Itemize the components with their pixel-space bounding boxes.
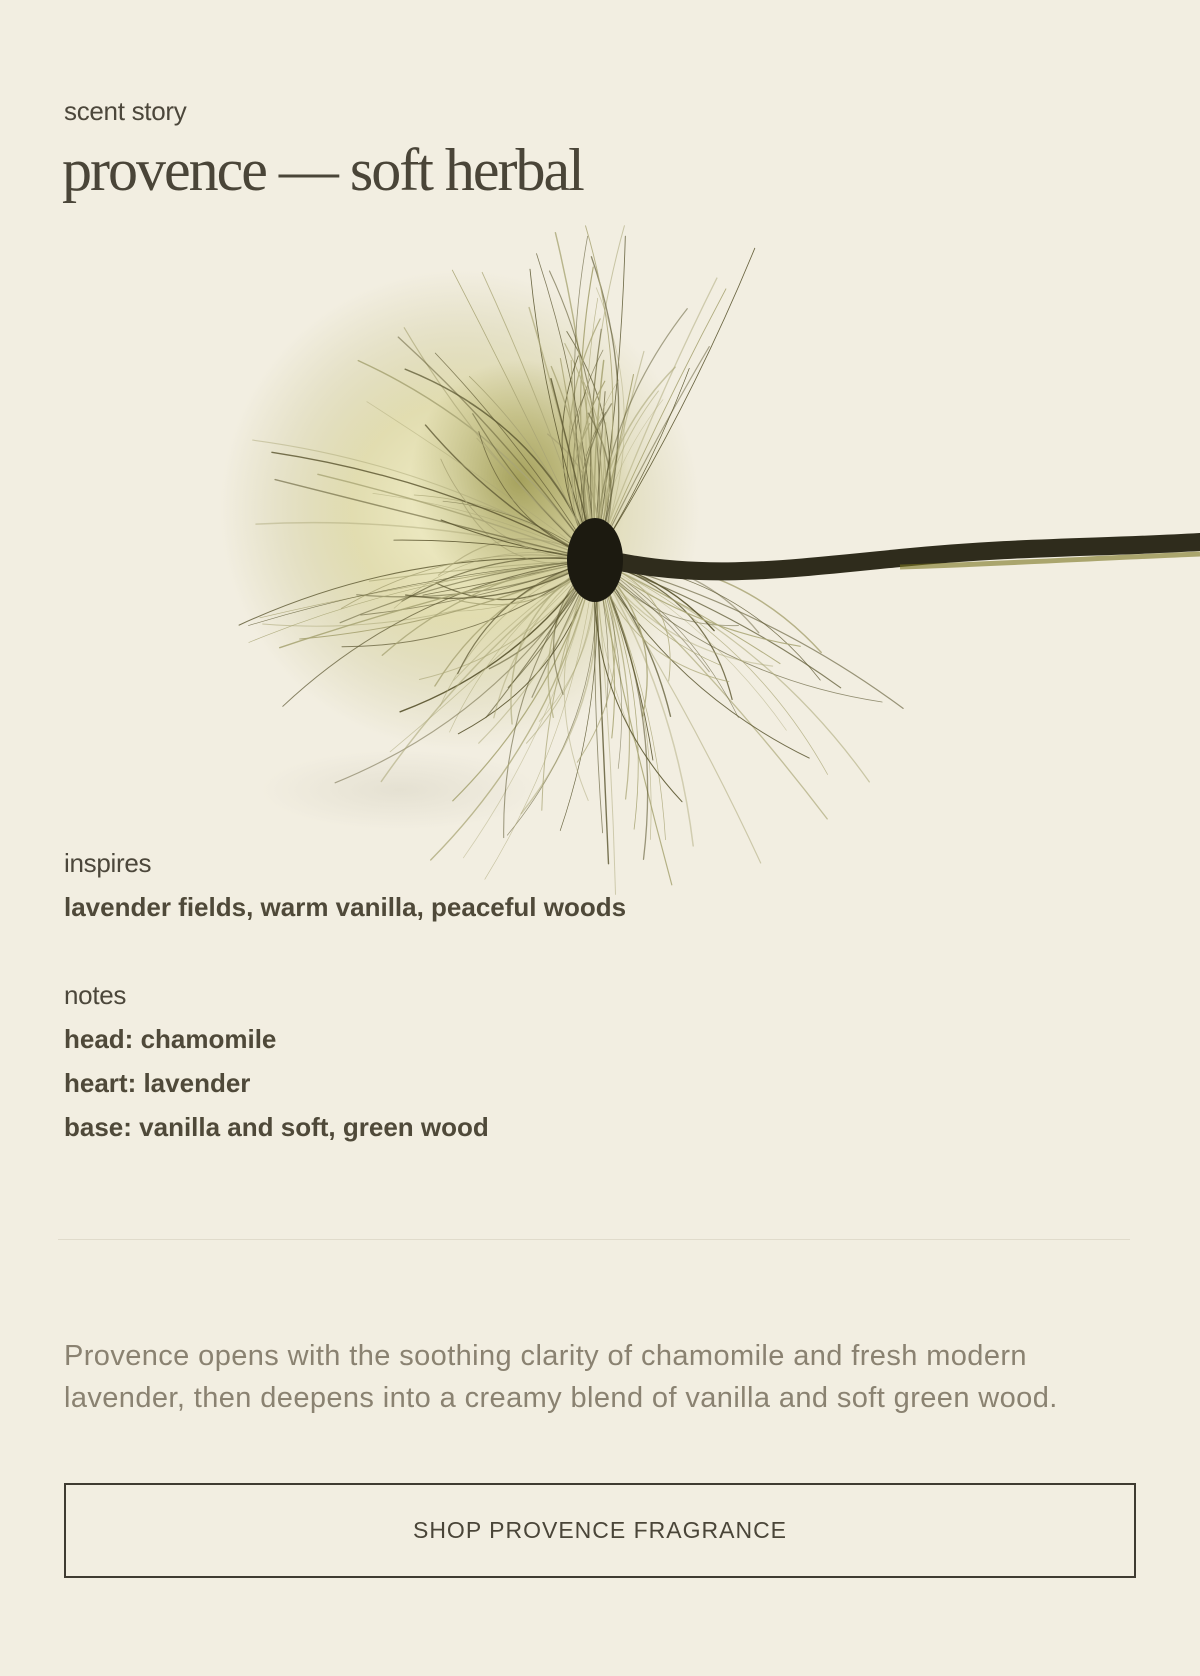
notes-label: notes [64,980,127,1010]
note-head: head: chamomile [64,1024,277,1054]
fragrance-description: Provence opens with the soothing clarity of chamomile and fresh modern lavender, then deepens into a creamy blend of vanilla and soft green wood. [64,1340,1058,1414]
eyebrow-label: scent story [64,96,187,126]
inspires-label: inspires [64,848,152,878]
note-heart: heart: lavender [64,1068,251,1098]
flower-seedhead-image [140,180,1200,940]
shop-fragrance-button[interactable]: SHOP PROVENCE FRAGRANCE [64,1483,1136,1578]
page-title: provence — soft herbal [62,137,583,203]
inspires-value: lavender fields, warm vanilla, peaceful woods [64,892,627,922]
note-base: base: vanilla and soft, green wood [64,1112,489,1142]
section-divider [58,1239,1130,1240]
